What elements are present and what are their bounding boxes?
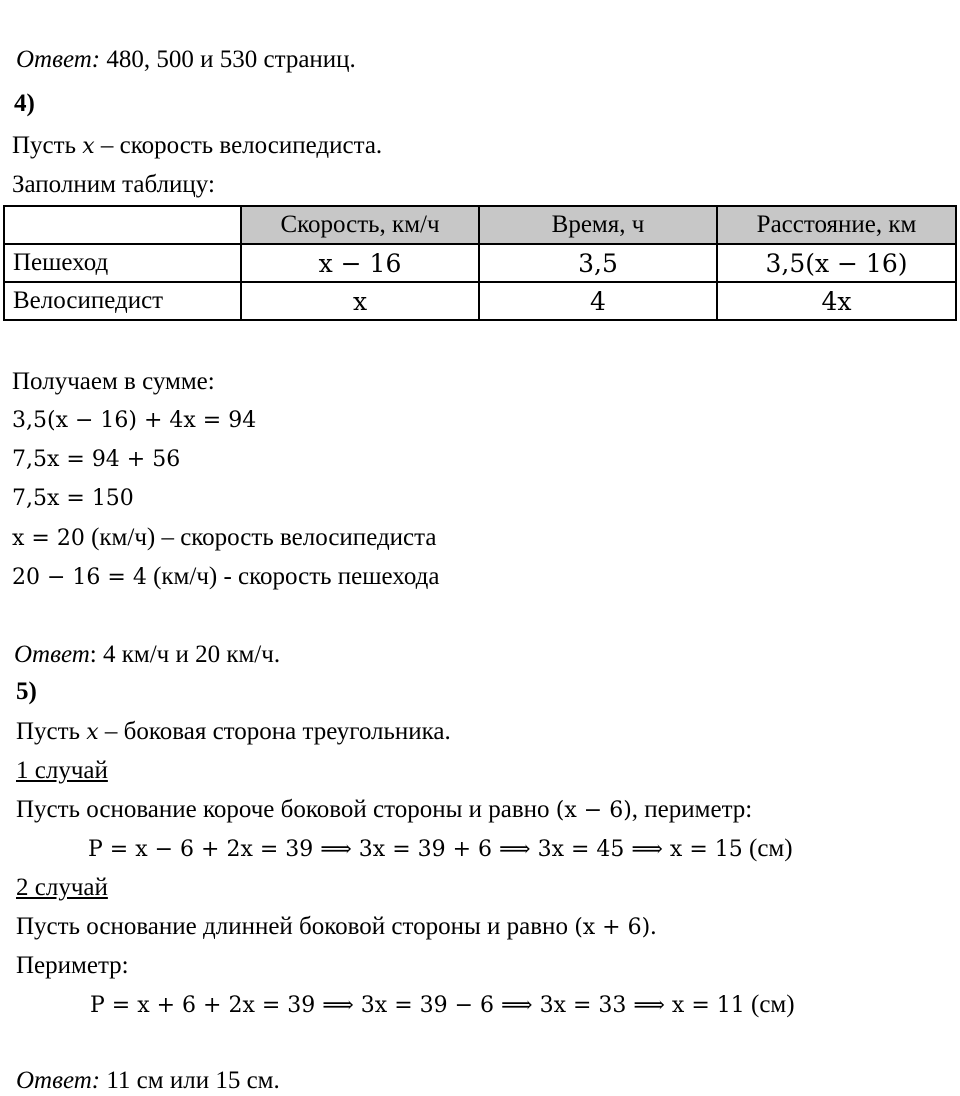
case-1-desc2: , периметр:	[631, 796, 753, 823]
equation-4-text: (км/ч) – скорость велосипедиста	[84, 524, 437, 551]
case-1-equation	[88, 834, 793, 865]
case-1-desc: Пусть основание короче боковой стороны и равно	[16, 796, 556, 823]
case-2-equation	[90, 990, 795, 1021]
case-1-text	[16, 795, 752, 826]
table-header-row	[4, 206, 956, 244]
case-2-text	[16, 912, 656, 943]
problem-4-number: 4)	[14, 90, 35, 117]
equation-5-math: 20 − 16 = 4	[12, 565, 147, 590]
problem-4-let	[12, 131, 382, 162]
table-cell: Пешеход	[4, 244, 241, 282]
let-suffix: – скорость велосипедиста.	[94, 132, 383, 159]
let-prefix: Пусть	[12, 132, 83, 159]
table-header-cell: Расстояние, км	[717, 206, 956, 244]
answer-3	[16, 45, 356, 75]
let-prefix: Пусть	[16, 718, 87, 745]
variable-x: x	[86, 720, 99, 745]
answer-label: Ответ:	[16, 46, 101, 73]
answer-5	[16, 1066, 280, 1096]
table-cell: Велосипедист	[4, 282, 241, 320]
let-suffix: – боковая сторона треугольника.	[98, 718, 451, 745]
table-header-cell: Время, ч	[479, 206, 717, 244]
problem-5-number: 5)	[16, 678, 37, 705]
equation-5-text: (км/ч) - скорость пешехода	[146, 563, 440, 590]
case-1-expr: (x − 6)	[555, 798, 632, 823]
table-row	[4, 244, 956, 282]
table-cell: x − 16	[241, 244, 479, 282]
case-1-eq-math: P = x − 6 + 2x = 39 ⟹ 3x = 39 + 6 ⟹ 3x = 45 ⟹ x = 15	[88, 837, 743, 862]
fill-table-text: Заполним таблицу:	[12, 171, 215, 198]
case-2-desc: Пусть основание длинней боковой стороны и равно	[16, 913, 575, 940]
answer-text: : 4 км/ч и 20 км/ч.	[89, 641, 281, 668]
case-2-eq-unit: (см)	[744, 991, 795, 1018]
case-1-eq-unit: (см)	[742, 835, 793, 862]
problem-5-let	[16, 717, 451, 748]
speed-time-distance-table	[3, 205, 957, 321]
answer-text: 480, 500 и 530 страниц.	[100, 46, 356, 73]
table-cell: 4	[479, 282, 717, 320]
case-2-title: 2 случай	[16, 874, 108, 901]
sum-intro: Получаем в сумме:	[12, 368, 215, 395]
table-row	[4, 282, 956, 320]
equation-1: 3,5(x − 16) + 4x = 94	[12, 408, 257, 433]
equation-3: 7,5x = 150	[12, 486, 134, 511]
perimeter-label: Периметр:	[16, 952, 129, 979]
answer-label: Ответ:	[16, 1067, 101, 1094]
variable-x: x	[82, 134, 95, 159]
answer-4	[14, 640, 280, 670]
equation-4-math: x = 20	[12, 526, 85, 551]
case-2-expr: (x + 6)	[574, 915, 651, 940]
table-header-cell	[4, 206, 241, 244]
case-1-title: 1 случай	[16, 757, 108, 784]
table-cell: 4x	[717, 282, 956, 320]
equation-5	[12, 562, 439, 593]
table-cell: x	[241, 282, 479, 320]
case-2-eq-math: P = x + 6 + 2x = 39 ⟹ 3x = 39 − 6 ⟹ 3x = 33 ⟹ x = 11	[90, 993, 745, 1018]
answer-text: 11 см или 15 см.	[100, 1067, 280, 1094]
table-header-cell: Скорость, км/ч	[241, 206, 479, 244]
equation-2: 7,5x = 94 + 56	[12, 447, 181, 472]
case-2-desc2: .	[650, 913, 657, 940]
equation-4	[12, 523, 436, 554]
table-cell: 3,5(x − 16)	[717, 244, 956, 282]
table-cell: 3,5	[479, 244, 717, 282]
answer-label: Ответ	[14, 641, 90, 668]
